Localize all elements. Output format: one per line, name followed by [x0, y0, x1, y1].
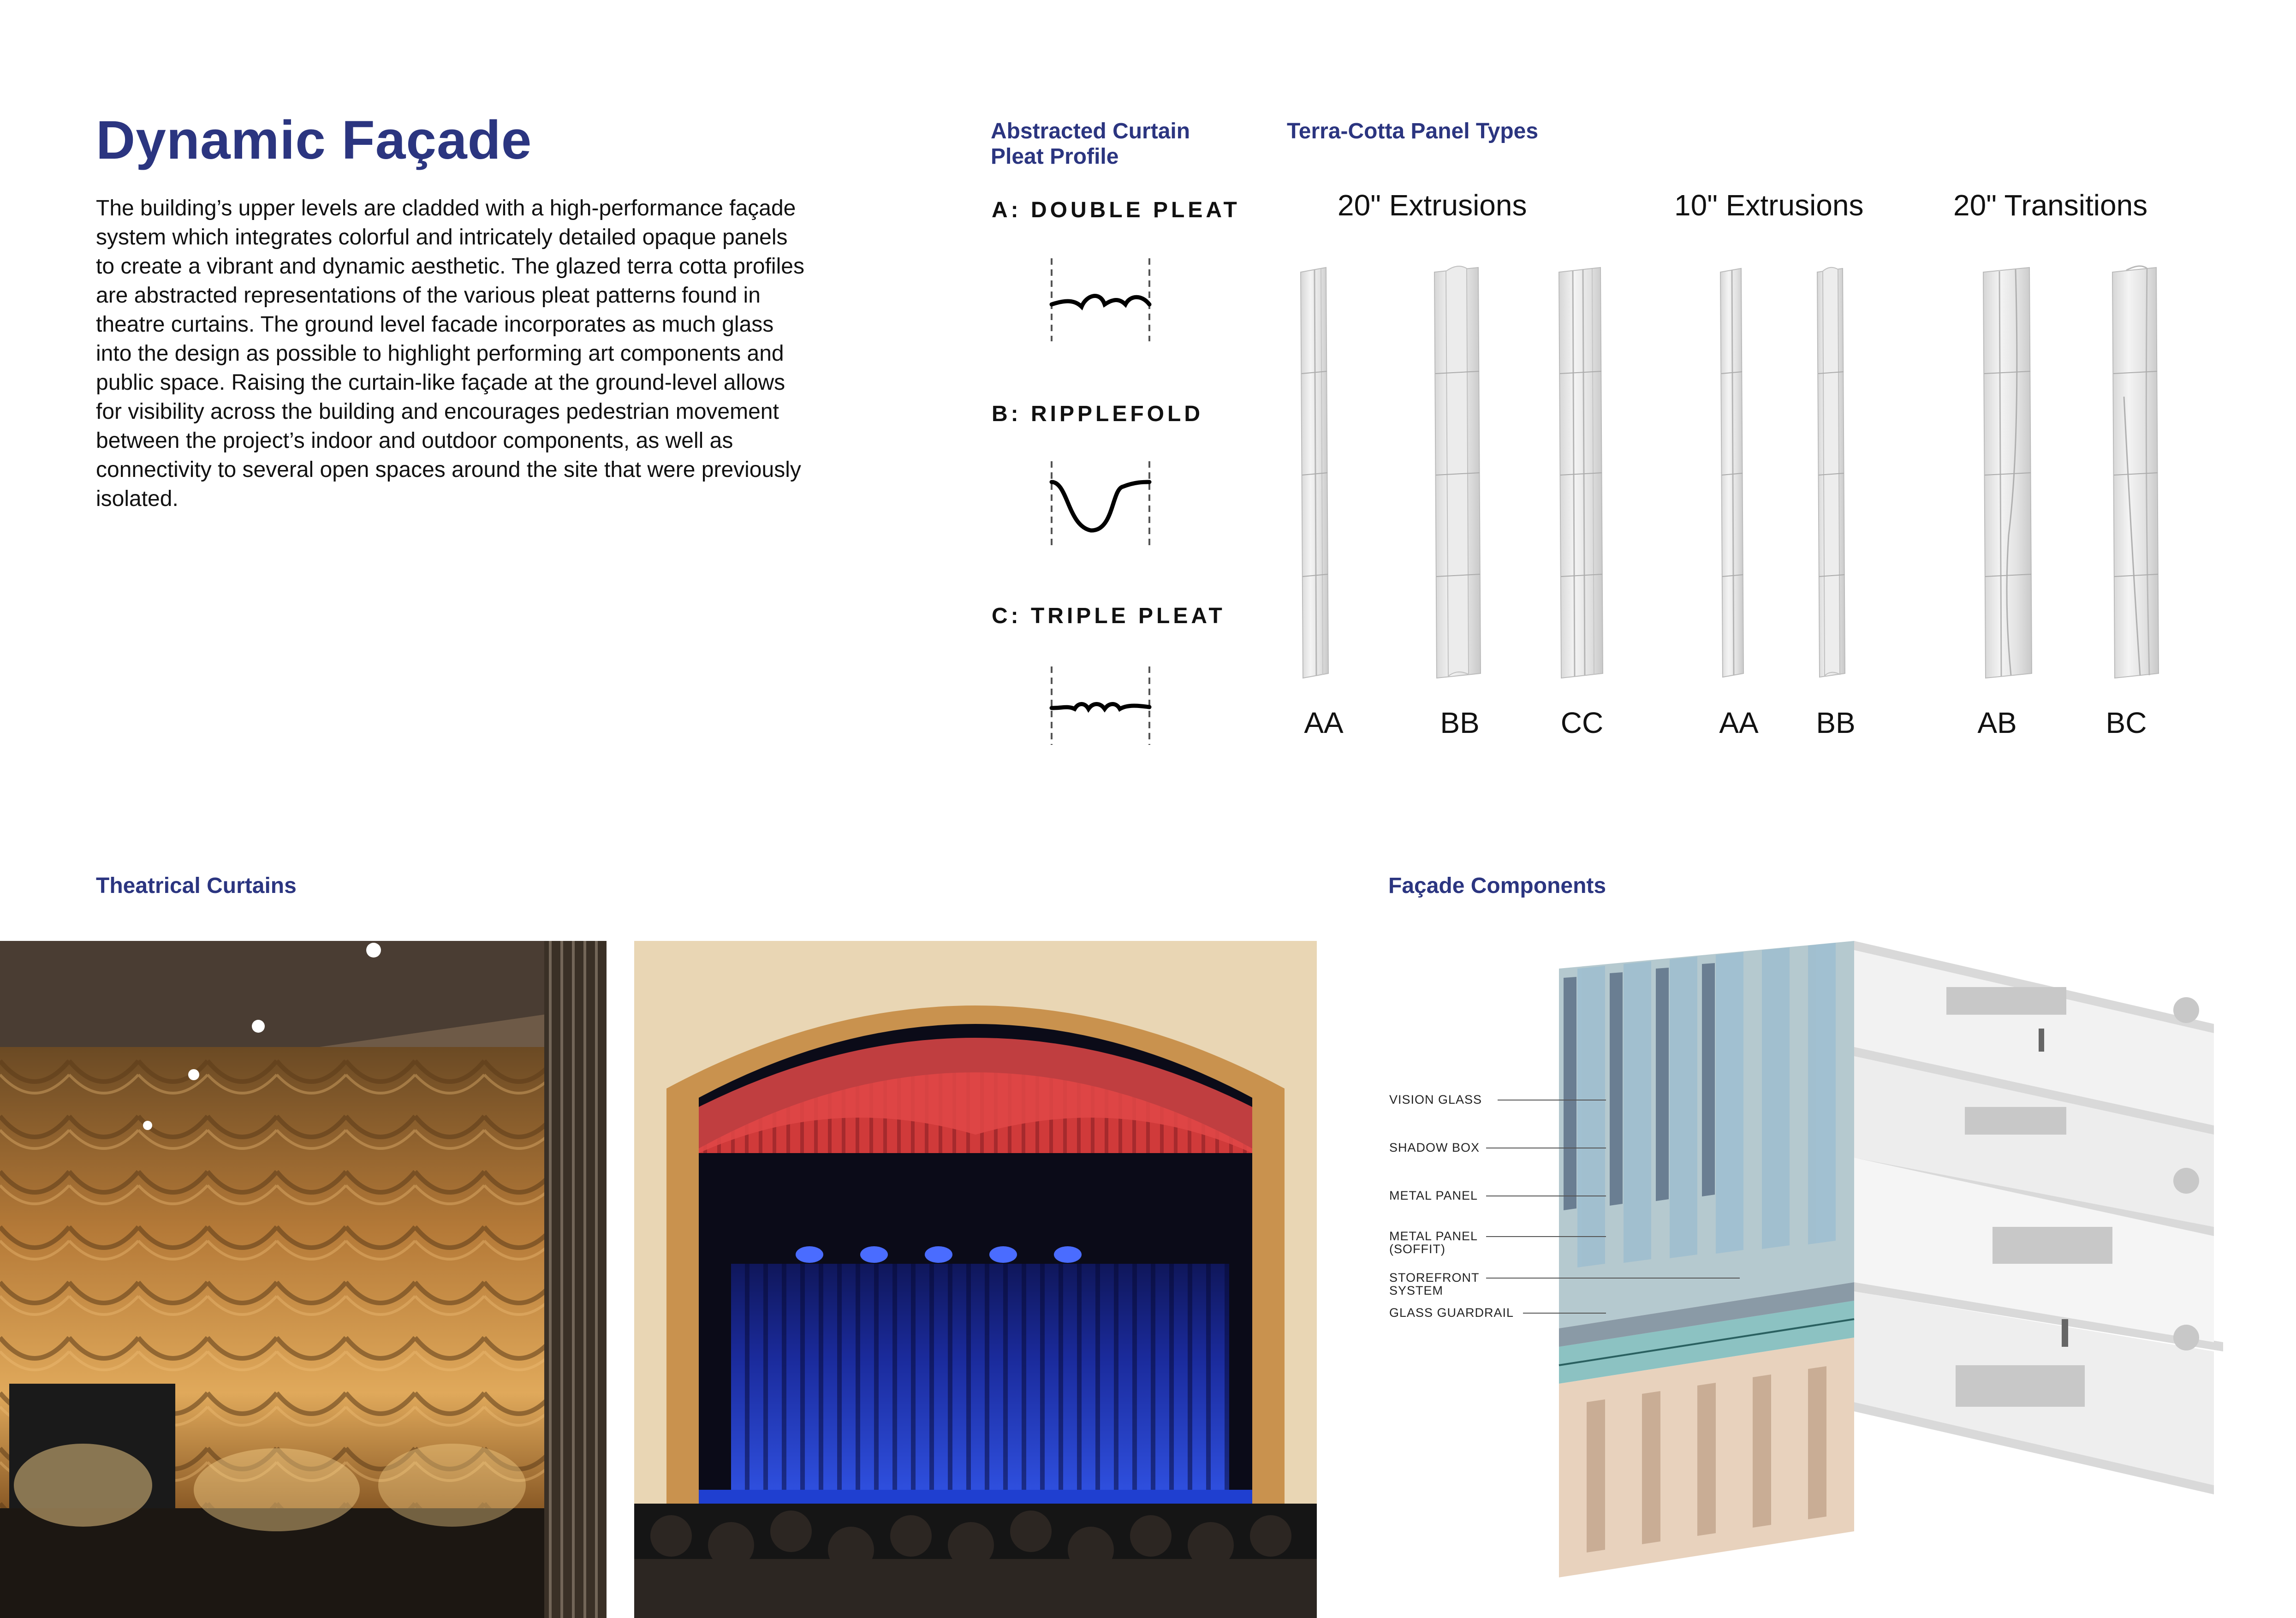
callout-metal-panel: METAL PANEL [1389, 1189, 1478, 1202]
pleat-profile-heading [991, 119, 1190, 169]
pleat-label-triple: C: TRIPLE PLEAT [992, 604, 1225, 628]
pleat-profile-heading-line2: Pleat Profile [991, 144, 1119, 169]
terra-cotta-panels-illustration [1282, 258, 2205, 692]
leader-line [1523, 1313, 1606, 1314]
page-title: Dynamic Façade [96, 110, 532, 171]
callout-storefront-system: STOREFRONT SYSTEM [1389, 1271, 1480, 1297]
panel-label-aa-20: AA [1304, 706, 1344, 739]
panel-types-heading: Terra-Cotta Panel Types [1287, 119, 1539, 143]
panel-label-bc: BC [2106, 706, 2147, 739]
facade-components-diagram [1541, 932, 2223, 1577]
callout-metal-panel-soffit: METAL PANEL (SOFFIT) [1389, 1229, 1478, 1256]
upper-facade-panels [1559, 941, 1854, 1347]
leader-line [1486, 1236, 1606, 1237]
group-heading-20-transitions: 20" Transitions [1953, 189, 2148, 222]
panel-label-aa-10: AA [1719, 706, 1759, 739]
red-blue-theatre-photo [634, 941, 1317, 1618]
callout-shadow-box: SHADOW BOX [1389, 1141, 1480, 1154]
leader-line [1486, 1278, 1740, 1279]
double-pleat-profile-icon [1042, 258, 1153, 341]
panel-bc-transition [2112, 266, 2159, 678]
pleat-profile-heading-line1: Abstracted Curtain [991, 119, 1190, 143]
panel-label-cc-20: CC [1560, 706, 1604, 739]
panel-cc-20 [1559, 268, 1603, 678]
pleat-label-double: A: DOUBLE PLEAT [992, 198, 1240, 222]
group-heading-20-extrusions: 20" Extrusions [1338, 189, 1527, 222]
panel-ab-transition [1983, 268, 2032, 678]
triple-pleat-profile-icon [1042, 666, 1153, 745]
panel-aa-20 [1301, 268, 1328, 678]
callout-glass-guardrail: GLASS GUARDRAIL [1389, 1306, 1514, 1320]
panel-label-bb-10: BB [1816, 706, 1856, 739]
curtains-heading: Theatrical Curtains [96, 874, 297, 898]
intro-paragraph: The building’s upper levels are cladded with a high-performance façade system which integrates colorful and intricately detailed opaque panels to create a vibrant and dynamic aesthetic. The glazed terra cotta profiles are abstracted representations of the various pleat patterns found in theatre curtains. The ground level facade incorporates as much glass into the design as possible to highlight performing art components and public space. Raising the curtain-like façade at the ground-level allows for visibility across the building and encourages pedestrian movement between the project’s indoor and outdoor components, as well as connectivity to several open spaces around the site that were previously isolated. [96, 196, 804, 511]
facade-heading: Façade Components [1388, 874, 1606, 898]
panel-label-ab: AB [1977, 706, 2017, 739]
panel-label-bb-20: BB [1440, 706, 1480, 739]
group-heading-10-extrusions: 10" Extrusions [1674, 189, 1864, 222]
panel-bb-10 [1817, 268, 1845, 677]
panel-aa-10 [1720, 268, 1743, 677]
pleat-label-ripplefold: B: RIPPLEFOLD [992, 402, 1203, 426]
ripplefold-profile-icon [1042, 461, 1153, 549]
gold-curtain-photo [0, 941, 607, 1618]
callout-vision-glass: VISION GLASS [1389, 1093, 1482, 1106]
panel-bb-20 [1434, 266, 1481, 678]
